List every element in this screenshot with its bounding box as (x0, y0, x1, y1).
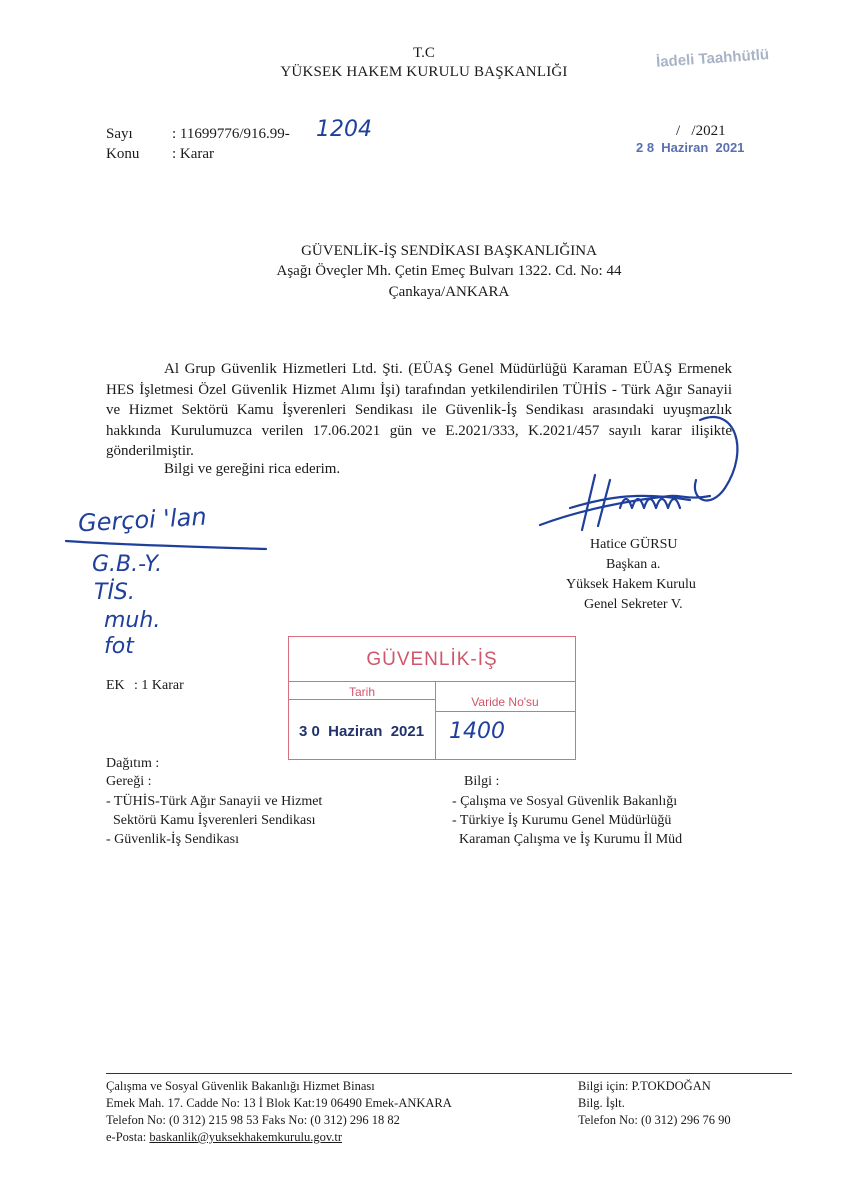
signature-scribble (520, 400, 750, 540)
body-paragraph: Al Grup Güvenlik Hizmetleri Ltd. Şti. (EÜAŞ Genel Müdürlüğü Karaman EÜAŞ Ermenek HES İşletmesi Özel Güvenlik Hizmet Alımı İşi) tarafından yetkilendirilen TÜHİS - Türk Ağır Sanayii ve Hizmet Sektörü Kamu İşverenleri Sendikası ile Güvenlik-İş Sendikası arasındaki uyuşmazlık hakkında Kurulumuzca verilen 17.06.2021 gün ve E.2021/333, K.2021/457 sayılı karar ilişikte gönderilmiştir. (106, 361, 732, 459)
signatory-title2: Yüksek Hakem Kurulu (566, 577, 696, 592)
handwritten-note-4: muh. (104, 608, 161, 633)
stamp-date: 3 0 Haziran 2021 (299, 723, 425, 740)
footer-info-phone: Telefon No: (0 312) 296 76 90 (578, 1113, 731, 1127)
bilgi-item-2: - Türkiye İş Kurumu Genel Müdürlüğü (452, 813, 672, 828)
institution-title: YÜKSEK HAKEM KURULU BAŞKANLIĞI (280, 64, 568, 80)
header-tc: T.C (413, 45, 435, 61)
footer-email-link[interactable]: baskanlik@yuksekhakemkurulu.gov.tr (149, 1130, 343, 1144)
bilgi-item-3: Karaman Çalışma ve İş Kurumu İl Müd (452, 832, 683, 847)
handwritten-note-1: Gerçoi 'lan (77, 502, 208, 538)
recipient-line2: Aşağı Öveçler Mh. Çetin Emeç Bulvarı 1322. Cd. No: 44 (276, 263, 622, 279)
distribution-label: Dağıtım : (106, 756, 160, 771)
konu-label: Konu (106, 146, 140, 162)
body-closing: Bilgi ve gereğini rica ederim. (164, 461, 341, 477)
handwritten-note-3: TİS. (94, 580, 135, 605)
footer-info-title: Bilg. İşlt. (578, 1096, 625, 1110)
sayi-label: Sayı (106, 126, 133, 142)
stamp-divider-left (289, 699, 435, 700)
gereği-item-2: Sektörü Kamu İşverenleri Sendikası (106, 813, 316, 828)
sayi-value: : 11699776/916.99- (172, 126, 290, 142)
registered-mail-stamp: İadeli Taahhütlü (655, 46, 770, 71)
signatory-title1: Başkan a. (606, 557, 661, 572)
signatory-name: Hatice GÜRSU (590, 537, 678, 552)
footer-rule (106, 1073, 792, 1074)
handwritten-note-2: G.B.-Y. (92, 552, 163, 577)
stamp-tarih-header: Tarih (348, 685, 375, 699)
gereği-item-3: - Güvenlik-İş Sendikası (106, 832, 239, 847)
ek-value: : 1 Karar (134, 678, 184, 693)
stamp-divider-right (435, 711, 575, 712)
footer-info-for: Bilgi için: P.TOKDOĞAN (578, 1079, 711, 1093)
stamp-divider (289, 681, 575, 682)
gereği-item-1: - TÜHİS-Türk Ağır Sanayii ve Hizmet (106, 794, 323, 809)
footer-email-row (106, 1129, 342, 1145)
sayi-handwritten: 1204 (316, 117, 372, 142)
stamp-varide-header: Varide No'su (471, 695, 539, 709)
receipt-stamp-title: GÜVENLİK-İŞ (366, 649, 498, 670)
date-stamp: 2 8 Haziran 2021 (636, 140, 745, 155)
stamp-column-divider (435, 681, 436, 759)
footer-email-label: e-Posta: (106, 1130, 147, 1144)
date-printed: / /2021 (676, 123, 726, 139)
footer-phones: Telefon No: (0 312) 215 98 53 Faks No: (0 312) 296 18 82 (106, 1113, 400, 1127)
bilgi-item-1: - Çalışma ve Sosyal Güvenlik Bakanlığı (452, 794, 678, 809)
footer-address2: Emek Mah. 17. Cadde No: 13 İ Blok Kat:19 06490 Emek-ANKARA (106, 1096, 452, 1110)
signatory-title3: Genel Sekreter V. (584, 597, 683, 612)
konu-value: : Karar (172, 146, 215, 162)
recipient-line3: Çankaya/ANKARA (388, 284, 510, 300)
handwritten-note-5: fot (104, 634, 134, 659)
stamp-number: 1400 (449, 719, 505, 744)
footer-address1: Çalışma ve Sosyal Güvenlik Bakanlığı Hizmet Binası (106, 1079, 375, 1093)
receipt-stamp (288, 636, 576, 760)
recipient-line1: GÜVENLİK-İŞ SENDİKASI BAŞKANLIĞINA (301, 243, 597, 259)
bilgi-label: Bilgi : (464, 774, 500, 789)
gereği-label: Gereği : (106, 774, 152, 789)
ek-label: EK (106, 678, 125, 693)
